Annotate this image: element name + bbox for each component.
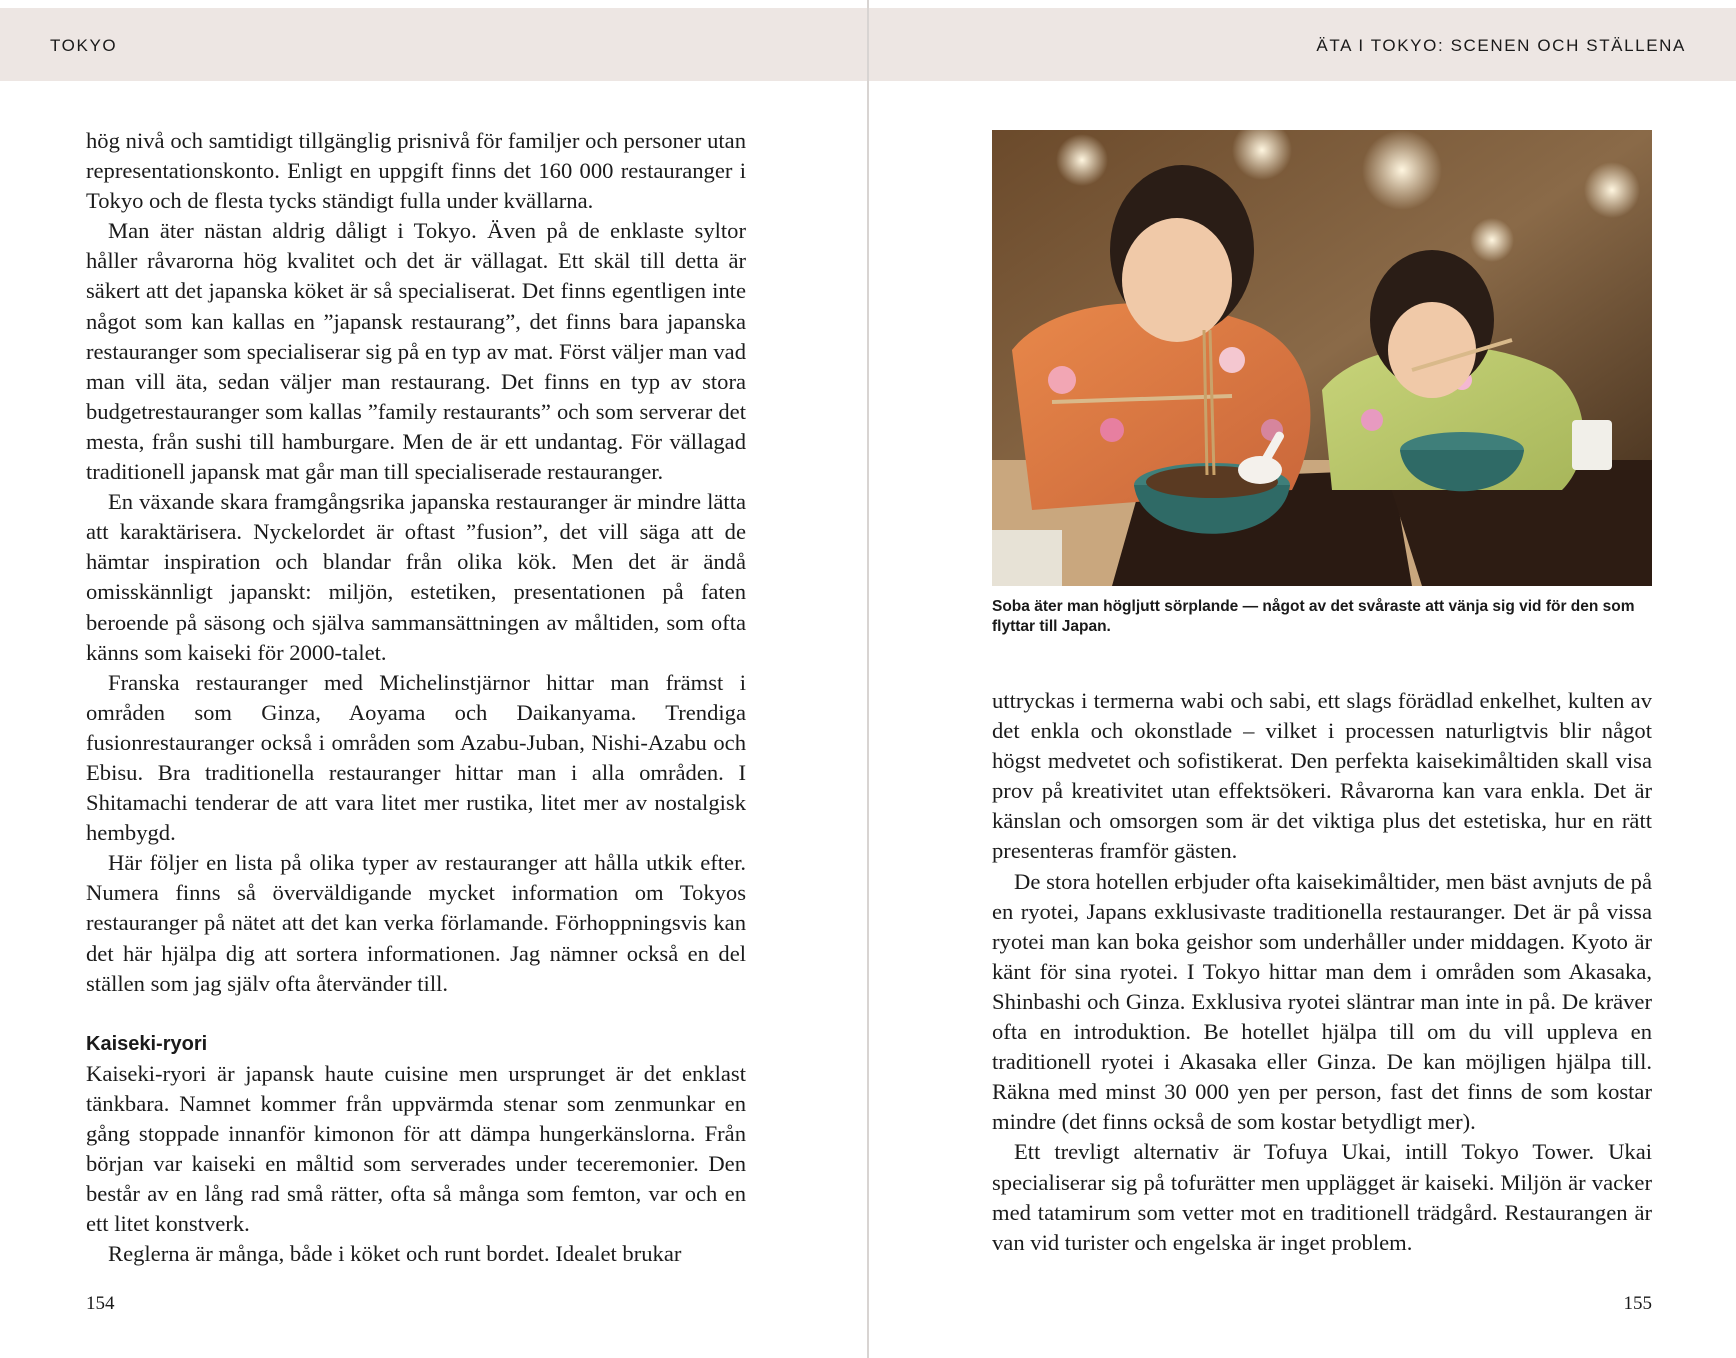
paragraph: hög nivå och samtidigt tillgänglig prisnivå för familjer och personer utan representationskonto. Enligt en uppgift finns det 160 000 restauranger i Tokyo och de flesta tycks ständigt fulla under kvällarna. [86, 128, 746, 214]
right-page [869, 0, 1736, 1358]
running-head-title: TOKYO [50, 36, 118, 55]
paragraph: Man äter nästan aldrig dåligt i Tokyo. Även på de enklaste syltor håller råvarorna hög kvalitet och det är vällagat. Ett skäl till detta är säkert att det japanska köket är så specialiserat. Det finns egentligen inte något som kan kallas en ”japansk restaurang”, det finns bara japanska restauranger som specialiserar sig på en typ av mat. Först väljer man vad man vill äta, sedan väljer man restaurang. Det finns en typ av stora budgetrestauranger som kallas ”family restaurants” och som serverar det mesta, från sushi till hamburgare. Men de är ett undantag. För vällagad traditionell japansk mat går man till specialiserade restauranger. [86, 218, 746, 485]
paragraph: Reglerna är många, både i köket och runt bordet. Idealet brukar [108, 1241, 682, 1267]
paragraph: De stora hotellen erbjuder ofta kaisekimåltider, men bäst avnjuts de på en ryotei, Japans exklusivaste traditionella restauranger. Det är på vissa ryotei man kan boka geishor som underhåller under middagen. Kyoto är känt för sina ryotei. I Tokyo hittar man dem i områden som Akasaka, Shinbashi och Ginza. Exklusiva ryotei släntrar man inte in på. De kräver ofta en introduktion. Be hotellet hjälpa till om du vill uppleva en traditionell ryotei i Akasaka eller Ginza. De kan möjligen hjälpa till. Räkna med minst 30 000 yen per person, fast det finns de som kostar mindre (det finns också de som kostar betydligt mer). [992, 868, 1652, 1135]
paragraph: uttryckas i termerna wabi och sabi, ett slags förädlad enkelhet, kulten av det enkla och okonstlade – vilket i processen naturligtvis blir något högst medvetet och sofistikerat. Den perfekta kaisekimåltiden skall visa prov på kreativitet utan effektsökeri. Råvarorna kan vara enkla. Det är känslan och omsorgen som är det viktiga plus det estetiska, hur en rätt presenteras framför gästen. [992, 688, 1652, 864]
paragraph: Ett trevligt alternativ är Tofuya Ukai, intill Tokyo Tower. Ukai specialiserar sig på tofurätter men upplägget är kaiseki. Miljön är vacker med tatamirum som vetter mot en traditionell trädgård. Restaurangen är van vid turister och engelska är inget problem. [992, 1139, 1652, 1255]
page-number: 154 [86, 1293, 115, 1314]
paragraph: En växande skara framgångsrika japanska restauranger är mindre lätta att karaktärisera. Nyckelordet är oftast ”fusion”, det vill säga att de hämtar inspiration och blandar från olika kök. Men det är ändå omisskännligt japanskt: miljön, estetiken, presentationen på faten beroende på säsong och själva sammansättningen av måltiden, som ofta känns som kaiseki för 2000-talet. [86, 489, 746, 665]
page-number: 155 [1623, 1293, 1652, 1314]
photo-illustration [992, 130, 1652, 586]
left-page [0, 0, 867, 1358]
left-body-text [86, 126, 746, 1269]
section-heading: Kaiseki-ryori [86, 1032, 208, 1055]
photo-caption: Soba äter man högljutt sörplande — något av det svåraste att vänja sig vid för den som flyttar till Japan. [992, 598, 1635, 635]
running-head-title: ÄTA I TOKYO: SCENEN OCH STÄLLENA [1316, 36, 1686, 55]
running-head-right [869, 8, 1736, 81]
paragraph: Franska restauranger med Michelinstjärnor hittar man främst i områden som Ginza, Aoyama och Daikanyama. Trendiga fusionrestauranger också i områden som Azabu-Juban, Nishi-Azabu och Ebisu. Bra traditionella restauranger hittar man i alla områden. I Shitamachi tenderar de att vara litet mer rustika, litet mer av nostalgisk hembygd. [86, 669, 746, 846]
paragraph: Kaiseki-ryori är japansk haute cuisine men ursprunget är det enklast tänkbara. Namnet kommer från uppvärmda stenar som zenmunkar en gång stoppade innanför kimonon för att dämpa hungerkänslorna. Från början var kaiseki en måltid som serverades under teceremonier. Den består av en lång rad små rätter, ofta så många som femton, var och en ett litet konstverk. [86, 1060, 746, 1237]
photo-women-eating-soba [992, 130, 1652, 586]
right-body-text [992, 686, 1652, 1258]
paragraph: Här följer en lista på olika typer av restauranger att hålla utkik efter. Numera finns så överväldigande mycket information om Tokyos restauranger på nätet att det kan verka förlamande. Förhoppningsvis kan det här hjälpa dig att sortera informationen. Jag nämner också en del ställen som jag själv ofta återvänder till. [86, 850, 746, 996]
running-head-left [0, 8, 867, 81]
